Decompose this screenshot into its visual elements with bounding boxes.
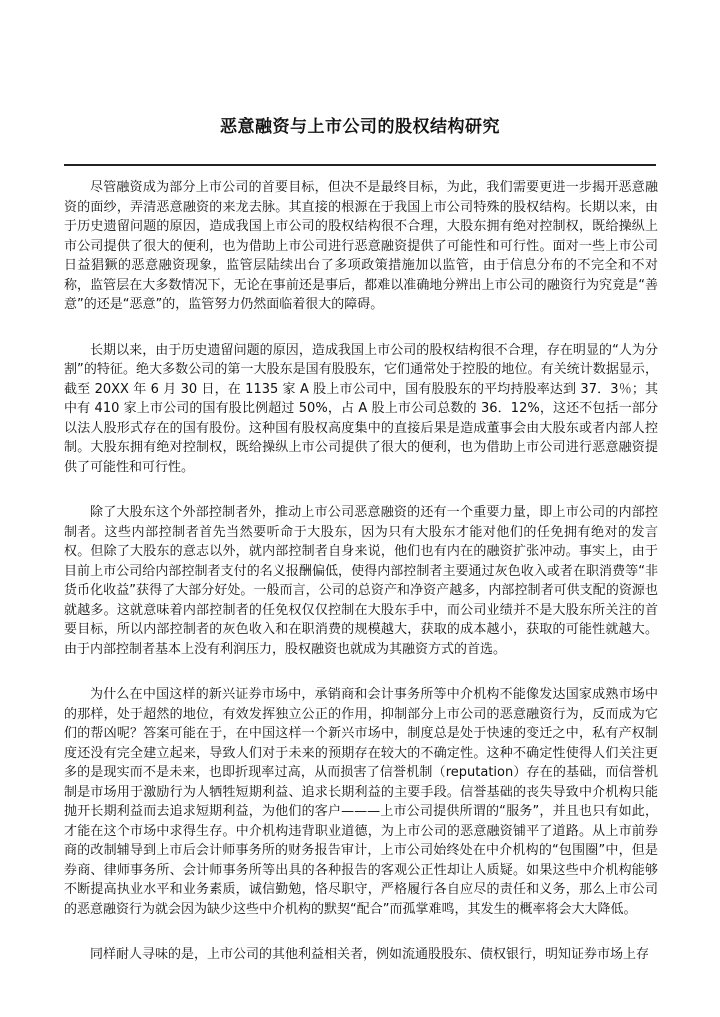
- paragraph-4: 为什么在中国这样的新兴证券市场中，承销商和会计事务所等中介机构不能像发达国家成熟市场中的那样，处于超然的地位，有效发挥独立公正的作用，抑制部分上市公司的恶意融资行为，反而成为它们的帮凶呢？答案可能在于，在中国这样一个新兴市场中，制度总是处于快速的变迁之中，私有产权制度还没有完全建立起来，导致人们对于未来的预期存在较大的不确定性。这种不确定性使得人们关注更多的是现实而不是未来，也即折现率过高，从而损害了信誉机制（reputation）存在的基础，而信誉机制是市场用于激励行为人牺牲短期利益、追求长期利益的主要手段。信誉基础的丧失导致中介机构只能抛开长期利益而去追求短期利益，为他们的客户———上市公司提供所谓的“服务”，并且也只有如此，才能在这个市场中求得生存。中介机构违背职业道德，为上市公司的恶意融资铺平了道路。从上市前券商的改制辅导到上市后会计师事务所的财务报告审计，上市公司始终处在中介机构的“包围圈”中，但是券商、律师事务所、会计师事务所等出具的各种报告的客观公正性却让人质疑。如果这些中介机构能够不断提高执业水平和业务素质，诚信勤勉，恪尽职守，严格履行各自应尽的责任和义务，那么上市公司的恶意融资行为就会因为缺少这些中介机构的默契“配合”而孤掌难鸣，其发生的概率将会大大降低。: [64, 687, 658, 917]
- document-title: 恶意融资与上市公司的股权结构研究: [220, 117, 500, 137]
- paragraph-3: 除了大股东这个外部控制者外，推动上市公司恶意融资的还有一个重要力量，即上市公司的内部控制者。这些内部控制者首先当然要听命于大股东，因为只有大股东才能对他们的任免拥有绝对的发言权。但除了大股东的意志以外，就内部控制者自身来说，他们也有内在的融资扩张冲动。事实上，由于目前上市公司给内部控制者支付的名义报酬偏低，使得内部控制者主要通过灰色收入或者在职消费等“非货币化收益”获得了大部分好处。一般而言，公司的总资产和净资产越多，内部控制者可供支配的资源也就越多。这就意味着内部控制者的任免权仅仅控制在大股东手中，而公司业绩并不是大股东所关注的首要目标，所以内部控制者的灰色收入和在职消费的规模越大，获取的成本越小，获取的可能性就越大。由于内部控制者基本上没有利润压力，股权融资也就成为其融资方式的首选。: [64, 505, 658, 657]
- document-body: [64, 178, 658, 991]
- paragraph-2: 长期以来，由于历史遗留问题的原因，造成我国上市公司的股权结构很不合理，存在明显的“人为分割”的特征。绝大多数公司的第一大股东是国有股股东，它们通常处于控股的地位。有关统计数据显示，截至 20XX 年 6 月 30 日，在 1135 家 A 股上市公司中，国有股股东的平均持股率达到 37．3％；其中有 410 家上市公司的国有股比例超过 50%，占 A 股上市公司总数的 36．12%，这还不包括一部分以法人股形式存在的国有股份。这种国有股权高度集中的直接后果是造成董事会由大股东或者内部人控制。大股东拥有绝对控制权，既给操纵上市公司提供了很大的便利，也为借助上市公司进行恶意融资提供了可能性和可行性。: [64, 342, 658, 475]
- paragraph-5: 同样耐人寻味的是，上市公司的其他利益相关者，例如流通股股东、债权银行，明知证券市场上存: [90, 947, 650, 962]
- title-divider: [64, 164, 656, 166]
- paragraph-1: 尽管融资成为部分上市公司的首要目标，但决不是最终目标，为此，我们需要更进一步揭开恶意融资的面纱，弄清恶意融资的来龙去脉。其直接的根源在于我国上市公司特殊的股权结构。长期以来，由于历史遗留问题的原因，造成我国上市公司的股权结构很不合理，大股东拥有绝对控制权，既给操纵上市公司提供了很大的便利，也为借助上市公司进行恶意融资提供了可能性和可行性。面对一些上市公司日益猖獗的恶意融资现象，监管层陆续出台了多项政策措施加以监管，由于信息分布的不完全和不对称，监管层在大多数情况下，无论在事前还是事后，都难以准确地分辨出上市公司的融资行为究竟是“善意”的还是“恶意”的，监管努力仍然面临着很大的障碍。: [64, 180, 658, 312]
